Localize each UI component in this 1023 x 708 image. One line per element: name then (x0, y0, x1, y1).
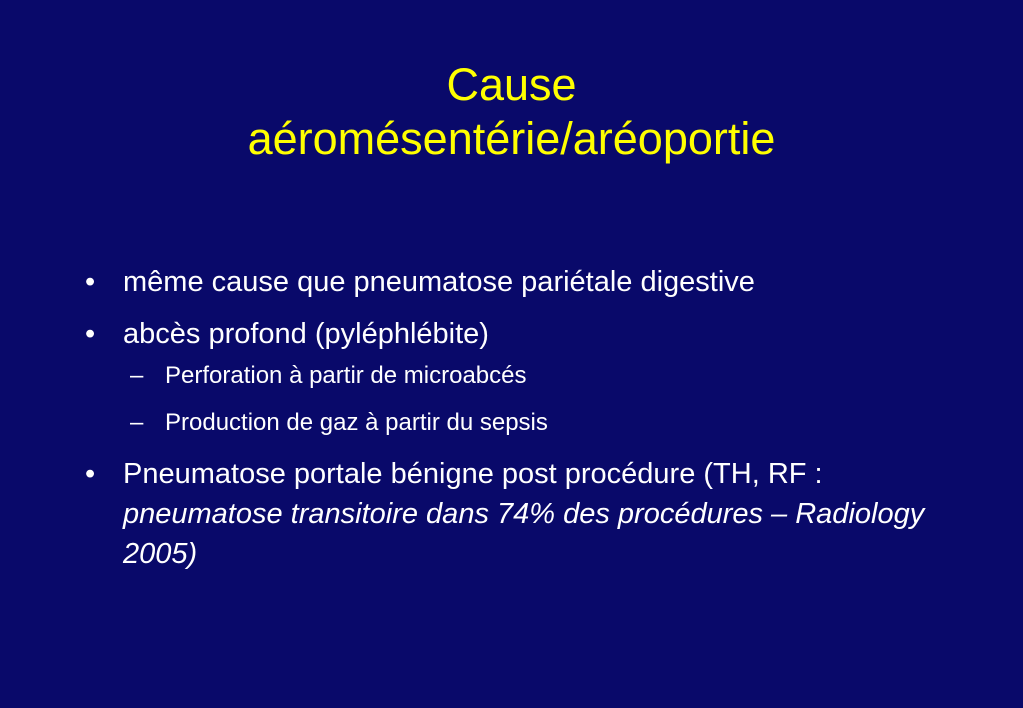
bullet-marker: • (85, 458, 96, 490)
sub-bullet-text: Production de gaz à partir du sepsis (165, 409, 548, 436)
bullet-text: Pneumatose portale bénigne post procédure (TH, RF : (123, 458, 823, 490)
bullet-item (85, 262, 965, 302)
bullet-text-italic: pneumatose transitoire dans 74% des procédures – Radiology 2005) (123, 498, 925, 570)
bullet-text: abcès profond (pyléphlébite) (123, 318, 489, 350)
bullet-text: même cause que pneumatose pariétale digestive (123, 266, 755, 298)
dash-marker: – (130, 409, 144, 436)
bullet-marker: • (85, 266, 96, 298)
slide-title (0, 58, 1023, 166)
bullet-item (85, 454, 965, 574)
dash-marker: – (130, 362, 144, 389)
sub-bullet-item (85, 407, 965, 439)
bullet-item (85, 314, 965, 354)
bullet-marker: • (85, 318, 96, 350)
bullet-list (85, 262, 965, 586)
title-line-1: Cause (446, 59, 577, 110)
title-line-2: aéromésentérie/aréoportie (247, 113, 776, 164)
sub-bullet-item (85, 360, 965, 392)
sub-bullet-text: Perforation à partir de microabcés (165, 362, 527, 389)
